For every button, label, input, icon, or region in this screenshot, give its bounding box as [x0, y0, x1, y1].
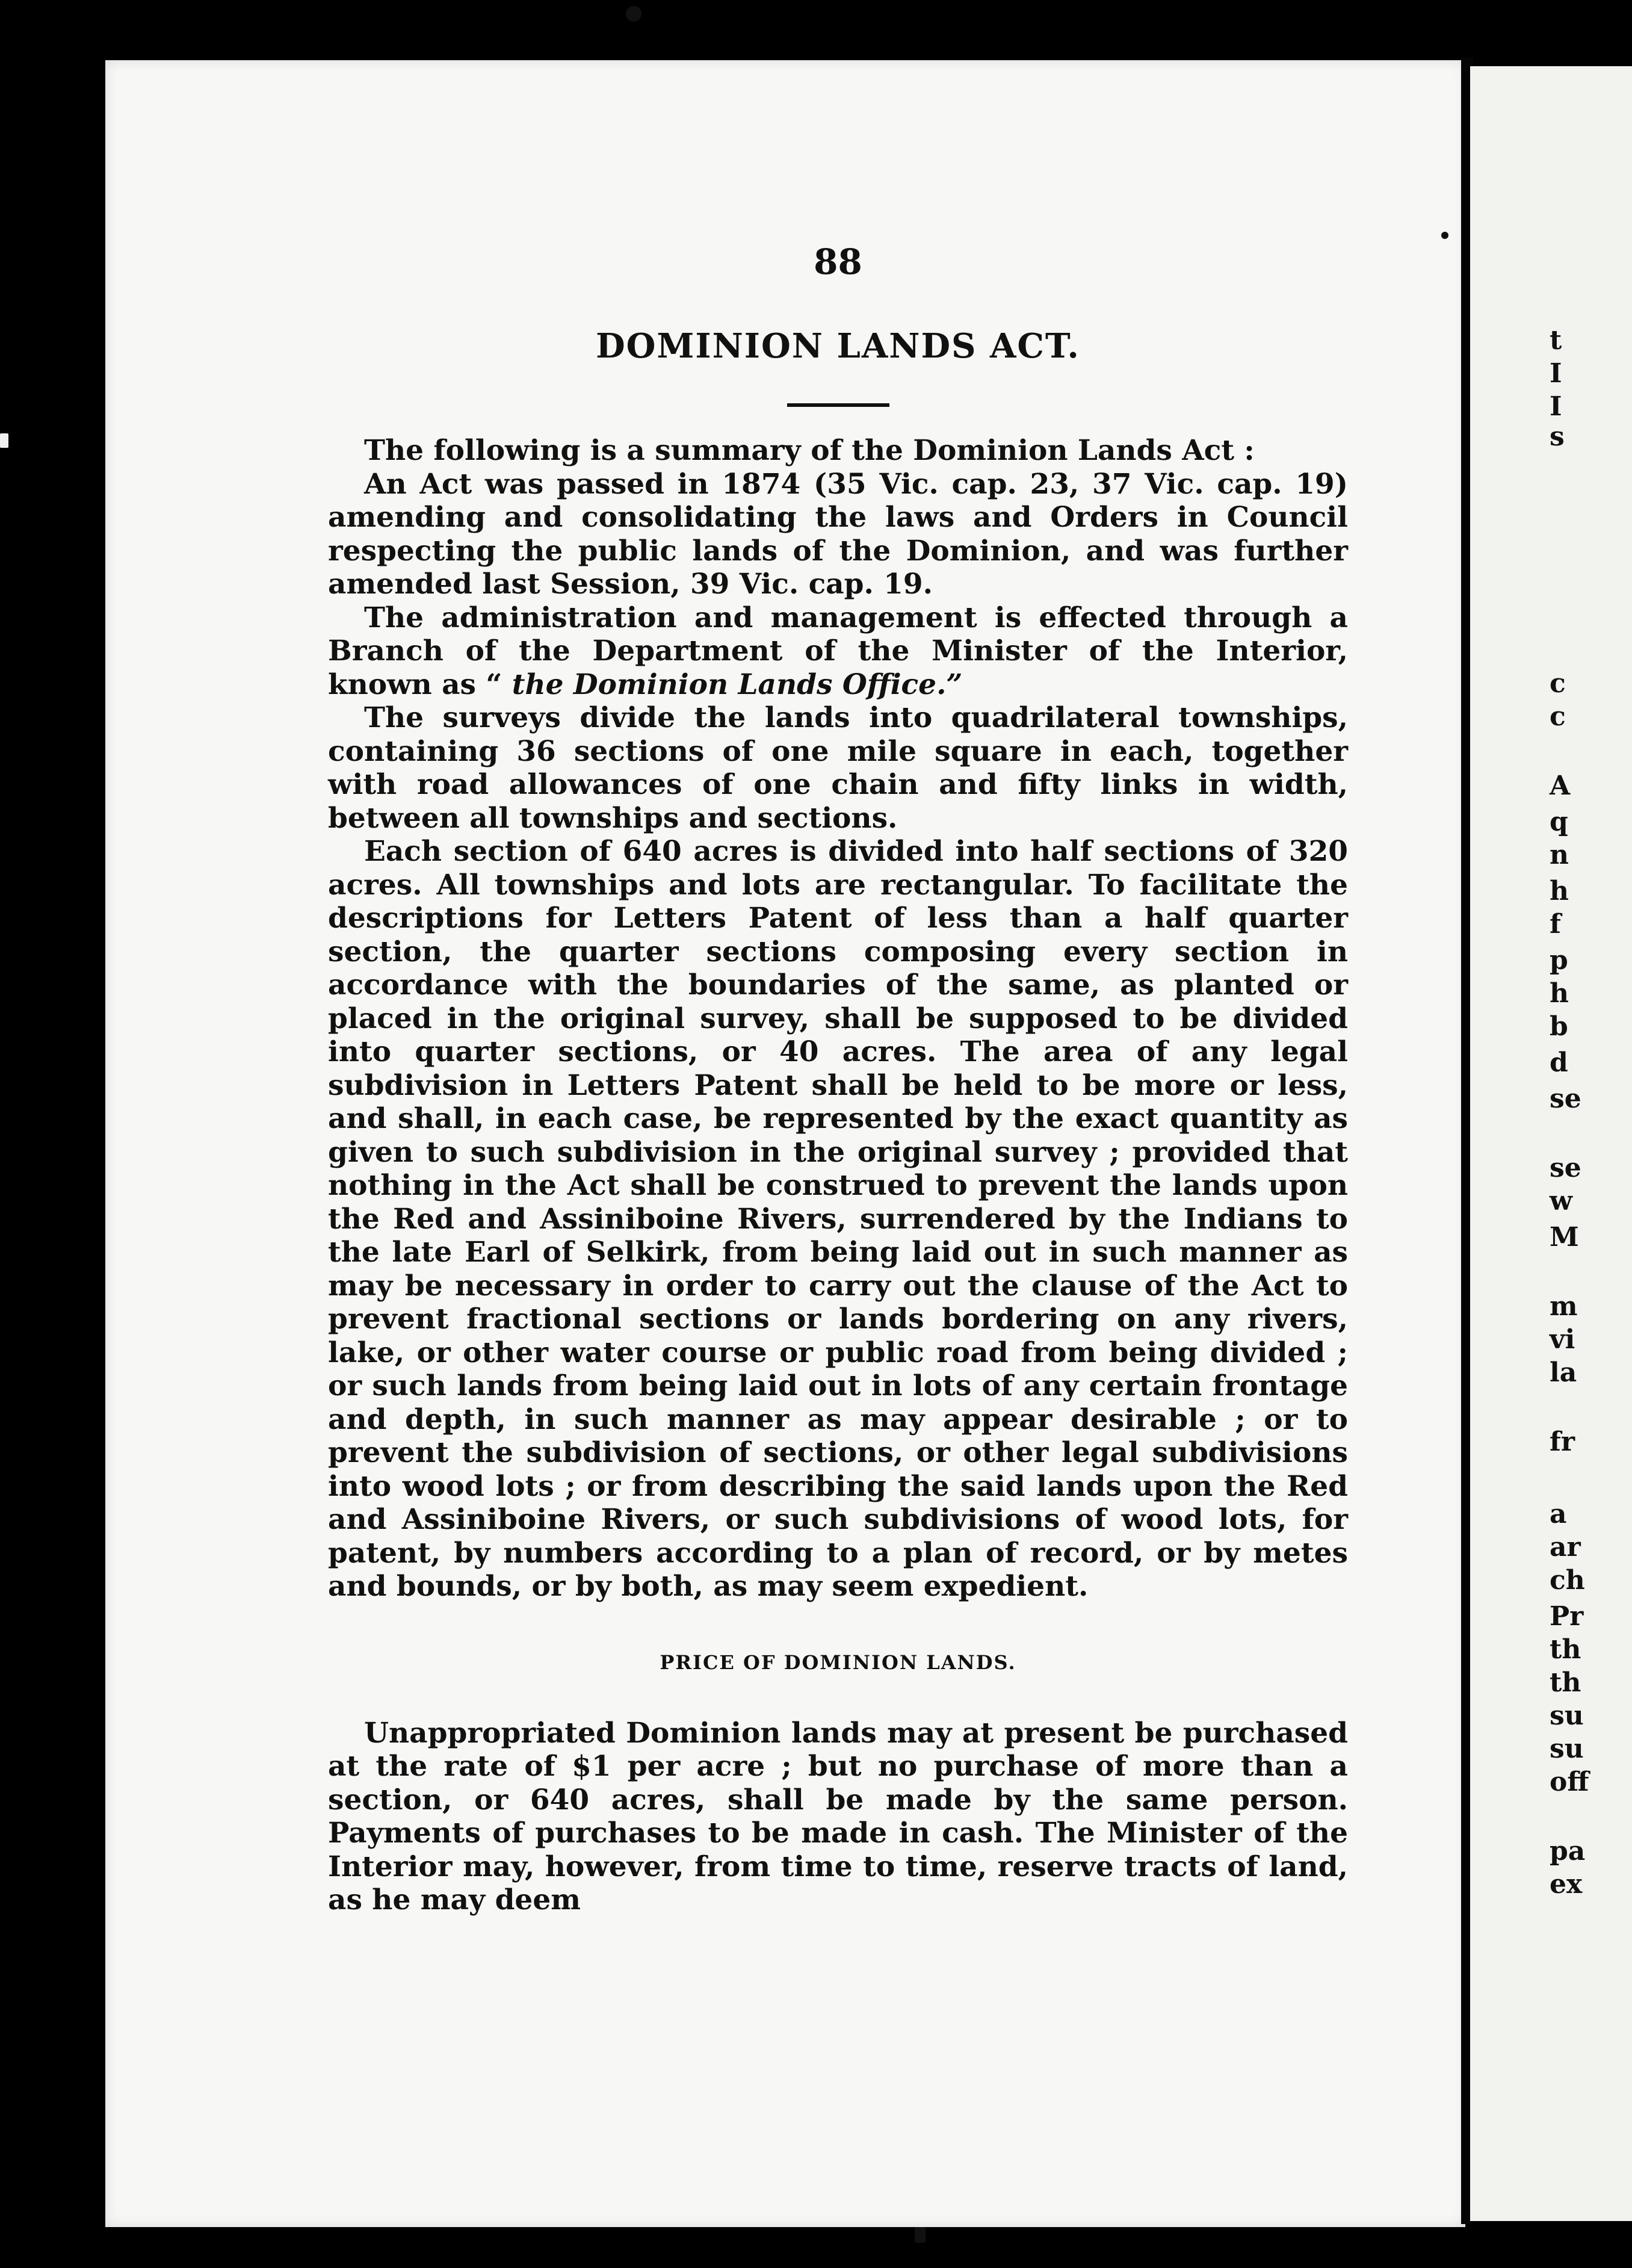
fragment: c — [1550, 701, 1566, 732]
fragment: M — [1550, 1222, 1579, 1253]
fragment: c — [1550, 668, 1566, 699]
paragraph: The surveys divide the lands into quadrilateral townships, containing 36 sections of one mile square in each, together with road allowances of one chain and fifty links in width, between all townships and sections. — [328, 701, 1348, 835]
fragment: su — [1550, 1700, 1584, 1731]
scan-speck — [626, 6, 641, 22]
fragment: I — [1550, 358, 1562, 389]
fragment: se — [1550, 1083, 1581, 1114]
fragment: d — [1550, 1047, 1568, 1078]
fragment: a — [1550, 1499, 1567, 1529]
paragraph: Each section of 640 acres is divided into half sections of 320 acres. All townships and lots are rectangular. To facilitate the descriptions for Letters Patent of less than a half quarter section, the quarter sections composing every section in accordance with the boundaries of the same, as planted or placed in the original survey, shall be supposed to be divided into quarter sections, or 40 acres. The area of any legal subdivision in Letters Patent shall be held to be more or less, and shall, in each case, be represented by the exact quantity as given to such subdivision in the original survey ; provided that nothing in the Act shall be construed to prevent the lands upon the Red and Assiniboine Rivers, surrendered by the Indians to the late Earl of Selkirk, from being laid out in such manner as may be necessary in order to carry out the clause of the Act to prevent fractional sections or lands bordering on any rivers, lake, or other water course or public road from being divided ; or such lands from being laid out in lots of any certain frontage and depth, in such manner as may appear desirable ; or to prevent the subdivision of sections, or other legal subdivisions into wood lots ; or from describing the said lands upon the Red and Assiniboine Rivers, or such subdivisions of wood lots, for patent, by numbers according to a plan of record, or by metes and bounds, or by both, as may seem expedient. — [328, 835, 1348, 1603]
page-content — [328, 241, 1348, 1917]
paragraph — [328, 601, 1348, 702]
fragment: la — [1550, 1357, 1577, 1388]
fragment: A — [1550, 770, 1571, 801]
fragment: p — [1550, 945, 1568, 976]
fragment: ar — [1550, 1532, 1581, 1563]
fragment: fr — [1550, 1427, 1575, 1457]
body-text — [328, 434, 1348, 1603]
fragment: n — [1550, 840, 1569, 870]
fragment: w — [1550, 1186, 1572, 1216]
fragment: q — [1550, 807, 1568, 837]
page-number: 88 — [814, 241, 862, 282]
fragment: pa — [1550, 1836, 1586, 1867]
fragment: ch — [1550, 1565, 1585, 1596]
scan-speck — [915, 2227, 926, 2243]
office-name: the Dominion Lands Office.” — [512, 668, 963, 701]
page-title: DOMINION LANDS ACT. — [596, 326, 1080, 366]
fragment: vi — [1550, 1324, 1575, 1355]
scan-speck — [0, 433, 8, 448]
paragraph: Unappropriated Dominion lands may at present be purchased at the rate of $1 per acre ; but no purchase of more than a section, or 640 acres, shall be made by the same person. Payments of purchases to be made in cash. The Minister of the Interior may, however, from time to time, reserve tracts of land, as he may deem — [328, 1716, 1348, 1916]
fragment: h — [1550, 978, 1569, 1009]
fragment: m — [1550, 1291, 1578, 1322]
price-section — [328, 1717, 1348, 1917]
fragment: se — [1550, 1153, 1581, 1183]
fragment: t — [1550, 325, 1562, 356]
paragraph: The following is a summary of the Dominion Lands Act : — [364, 434, 1255, 467]
fragment: I — [1550, 391, 1562, 422]
fragment: ex — [1550, 1869, 1583, 1900]
paragraph-text: The administration and management is effected through a Branch of the Department of the Minister of the Interior, known as “ — [328, 601, 1348, 701]
fragment: h — [1550, 876, 1569, 906]
fragment: f — [1550, 909, 1561, 940]
fragment: b — [1550, 1011, 1568, 1042]
fragment: off — [1550, 1767, 1589, 1797]
fragment: s — [1550, 421, 1565, 452]
fragment: th — [1550, 1667, 1581, 1698]
scan-speck — [1441, 232, 1448, 239]
title-rule — [787, 403, 889, 407]
fragment: th — [1550, 1634, 1581, 1665]
fragment: Pr — [1550, 1601, 1584, 1632]
paragraph: An Act was passed in 1874 (35 Vic. cap. 23, 37 Vic. cap. 19) amending and consolidating the laws and Orders in Council respecting the public lands of the Dominion, and was further amended last Session, 39 Vic. cap. 19. — [328, 467, 1348, 601]
section-heading: PRICE OF DOMINION LANDS. — [660, 1650, 1016, 1674]
fragment: su — [1550, 1734, 1584, 1764]
